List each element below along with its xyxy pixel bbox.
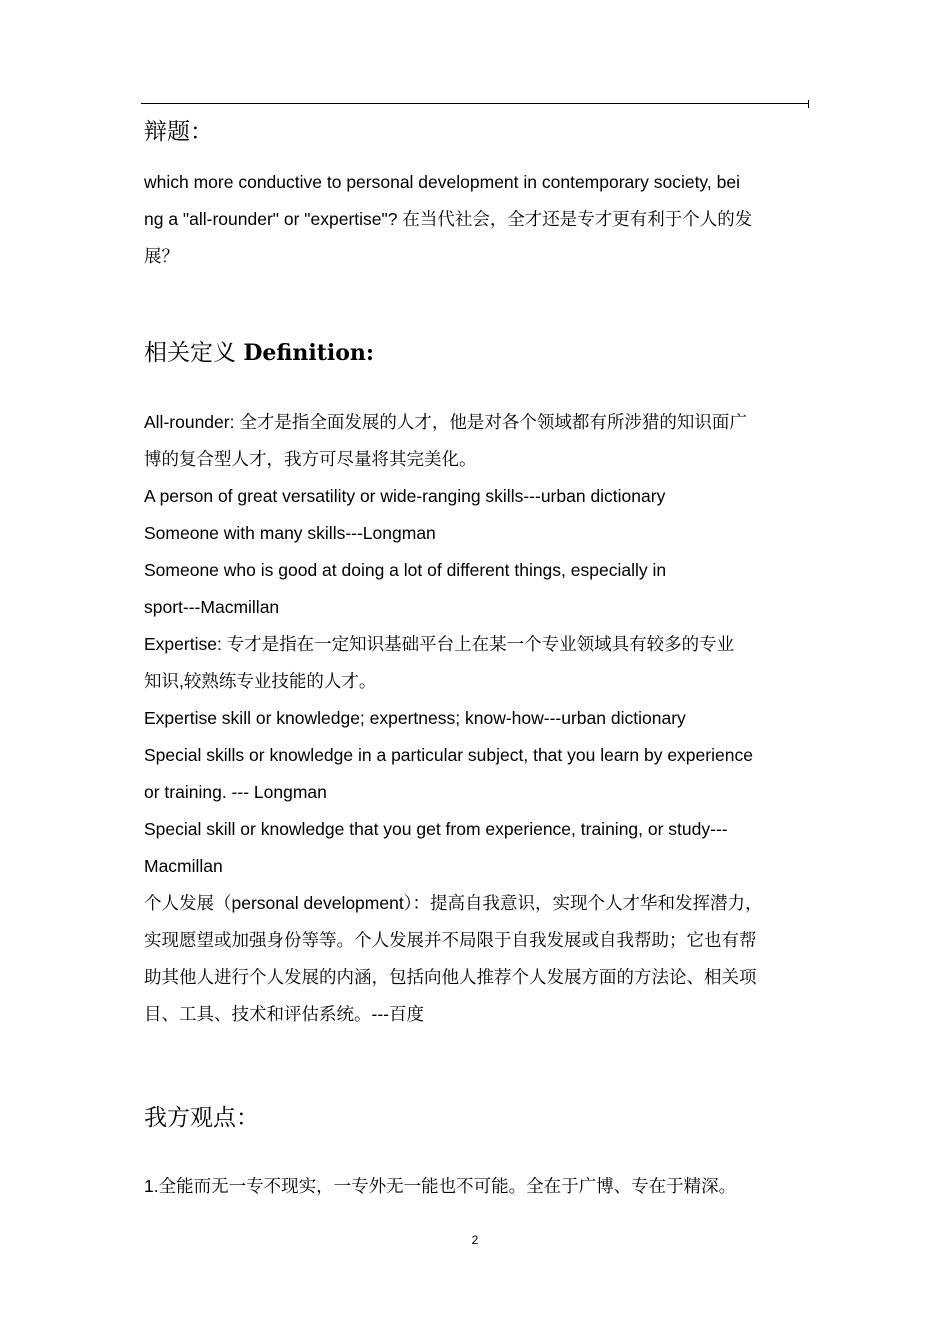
debate-line: 展？ [144, 246, 179, 266]
definition-line: 知识,较熟练专业技能的人才。 [144, 671, 377, 691]
definition-line: Macmillan [144, 856, 223, 876]
debate-line: which more conductive to personal development in contemporary society, bei [144, 172, 740, 192]
debate-text [144, 164, 812, 275]
header-rule [141, 103, 809, 104]
definition-line: Expertise: 专才是指在一定知识基础平台上在某一个专业领域具有较多的专业 [144, 634, 735, 654]
definition-heading-cn: 相关定义 [144, 340, 236, 366]
definition-heading-en: Definition: [243, 340, 375, 366]
definition-line: 实现愿望或加强身份等等。个人发展并不局限于自我发展或自我帮助；它也有帮 [144, 930, 757, 950]
definition-line: Someone who is good at doing a lot of different things, especially in [144, 560, 667, 580]
header-rule-end [808, 100, 809, 108]
debate-line: ng a "all-rounder" or "expertise"? 在当代社会，全才还是专才更有利于个人的发 [144, 209, 753, 229]
definition-line: Special skill or knowledge that you get from experience, training, or study--- [144, 819, 728, 839]
definition-line: Special skills or knowledge in a particular subject, that you learn by experience [144, 745, 753, 765]
definition-line: Expertise skill or knowledge; expertness; know-how---urban dictionary [144, 708, 686, 728]
debate-heading: 辩题： [144, 119, 213, 145]
definition-text [144, 404, 812, 1033]
definition-line: 个人发展（personal development）：提高自我意识，实现个人才华和发挥潜力， [144, 893, 763, 913]
position-text [144, 1168, 812, 1205]
definition-line: 目、工具、技术和评估系统。---百度 [144, 1004, 424, 1024]
definition-line: or training. --- Longman [144, 782, 327, 802]
position-heading: 我方观点： [144, 1105, 259, 1131]
definition-line: Someone with many skills---Longman [144, 523, 436, 543]
page-number: 2 [471, 1233, 479, 1247]
definition-line: 博的复合型人才，我方可尽量将其完美化。 [144, 449, 477, 469]
definition-heading [144, 338, 812, 368]
definition-line: 助其他人进行个人发展的内涵，包括向他人推荐个人发展方面的方法论、相关项 [144, 967, 757, 987]
position-line: 1.全能而无一专不现实，一专外无一能也不可能。全在于广博、专在于精深。 [144, 1176, 737, 1196]
definition-line: sport---Macmillan [144, 597, 280, 617]
definition-line: A person of great versatility or wide-ranging skills---urban dictionary [144, 486, 666, 506]
definition-line: All-rounder: 全才是指全面发展的人才，他是对各个领域都有所涉猎的知识面广 [144, 412, 747, 432]
